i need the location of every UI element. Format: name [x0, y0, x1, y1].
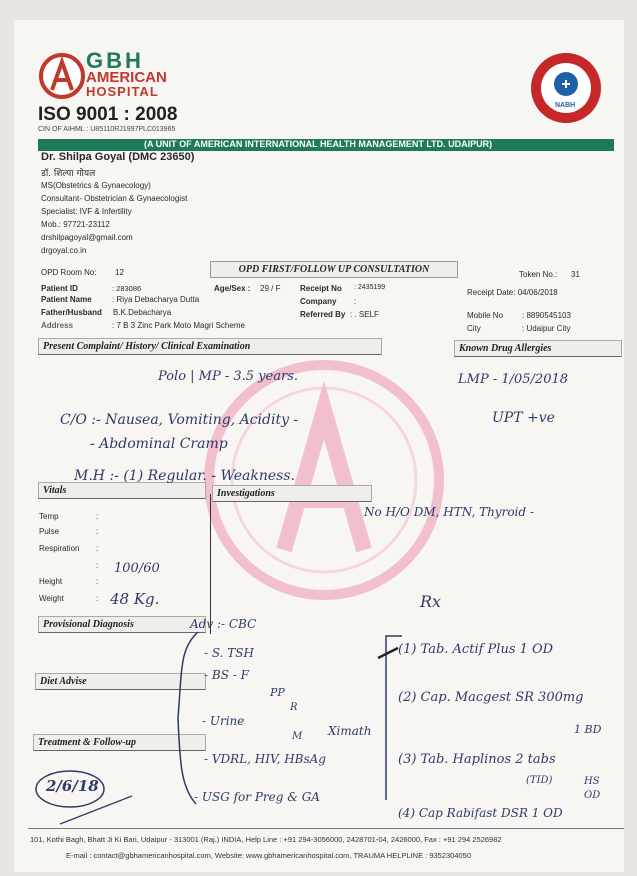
section-treatment: Treatment & Follow-up: [33, 734, 206, 751]
vitals-pulse: Pulse: [39, 527, 60, 536]
hand-no-history: No H/O DM, HTN, Thyroid -: [364, 505, 534, 519]
receipt-no-value: : 2435199: [354, 284, 386, 291]
hand-urine-r: R: [290, 702, 298, 713]
vitals-colon: :: [96, 527, 99, 536]
vitals-colon: :: [96, 561, 99, 570]
father-value: B.K.Debacharya: [113, 308, 172, 317]
vitals-colon: :: [96, 544, 99, 553]
doctor-email: drshilpagoyal@gmail.com: [41, 233, 133, 242]
logo-gbh: GBH: [86, 48, 144, 73]
cin-text: CIN OF AIHML : U85110RJ1997PLC013965: [38, 126, 176, 133]
gbh-logo-icon: [38, 52, 86, 100]
receipt-date: Receipt Date: 04/06/2018: [467, 288, 558, 297]
doctor-designation: Consultant- Obstetrician & Gynaecologist: [41, 194, 188, 203]
city-value: : Udaipur City: [522, 324, 571, 333]
token-value: 31: [571, 270, 580, 279]
token-label: Token No.:: [519, 270, 558, 279]
age-sex-value: 29 / F: [260, 284, 281, 293]
address-label: Address: [41, 321, 74, 330]
hand-bp: 100/60: [114, 561, 160, 576]
hand-weight: 48 Kg.: [110, 590, 160, 608]
bracket-mark-icon: [174, 628, 204, 808]
iso-text: ISO 9001 : 2008: [38, 104, 178, 125]
logo-hospital: HOSPITAL: [86, 84, 159, 99]
patient-id-label: Patient ID: [41, 284, 78, 293]
company-label: Company: [300, 297, 337, 306]
vitals-respiration: Respiration: [39, 544, 80, 553]
hand-polo: Polo | MP - 3.5 years.: [158, 369, 299, 384]
hand-bs: - BS - F: [204, 668, 249, 682]
doctor-specialist: Specialist: IVF & Infertility: [41, 207, 132, 216]
vitals-height: Height: [39, 577, 63, 586]
section-diet: Diet Advise: [35, 673, 206, 690]
nabh-text: NABH: [555, 102, 576, 109]
prescription-sheet: [14, 20, 624, 872]
vitals-weight: Weight: [39, 594, 64, 603]
vitals-temp: Temp: [39, 512, 59, 521]
hand-med3-od: OD: [584, 790, 601, 801]
hand-usg: - USG for Preg & GA: [194, 790, 320, 804]
patient-name-value: : Riya Debacharya Dutta: [112, 295, 200, 304]
referred-value: : . SELF: [350, 310, 379, 319]
section-diagnosis: Provisional Diagnosis: [38, 616, 206, 633]
doctor-qualification: MS(Obstetrics & Gynaecology): [41, 181, 151, 190]
referred-label: Referred By: [300, 310, 346, 319]
section-investigations: Investigations: [212, 485, 372, 502]
rx-bracket-icon: [376, 632, 406, 802]
opd-room-label: OPD Room No:: [41, 268, 97, 277]
section-allergies: Known Drug Allergies: [454, 340, 622, 357]
hand-med3: (3) Tab. Haplinos 2 tabs: [398, 752, 556, 767]
hand-med3-hs: HS: [584, 776, 600, 787]
hand-tsh: - S. TSH: [204, 646, 254, 660]
mobile-label: Mobile No: [467, 311, 504, 320]
doctor-name: Dr. Shilpa Goyal (DMC 23650): [41, 151, 195, 163]
logo-american: AMERICAN: [86, 69, 167, 86]
vitals-colon: :: [96, 512, 99, 521]
vitals-colon: :: [96, 594, 99, 603]
hand-lmp: LMP - 1/05/2018: [458, 372, 569, 387]
address-value: : 7 B 3 Zinc Park Moto Magri Scheme: [112, 321, 245, 330]
hand-vdrl: - VDRL, HIV, HBsAg: [204, 752, 326, 766]
receipt-no-label: Receipt No: [300, 284, 342, 293]
hand-med2: (2) Cap. Macgest SR 300mg: [398, 690, 584, 705]
patient-id-value: : 283086: [112, 284, 142, 293]
city-label: City: [467, 324, 481, 333]
banner-text: (A UNIT OF AMERICAN INTERNATIONAL HEALTH MANAGEMENT LTD. UDAIPUR): [144, 139, 493, 149]
hand-co-line2: - Abdominal Cramp: [90, 436, 228, 452]
vitals-divider: [210, 494, 211, 634]
form-title: OPD FIRST/FOLLOW UP CONSULTATION: [210, 261, 458, 278]
age-sex-label: Age/Sex :: [214, 284, 251, 293]
hand-rx: Rx: [420, 592, 442, 611]
signature-stroke-icon: [56, 790, 136, 830]
doctor-mobile: Mob.: 97721-23112: [41, 220, 110, 229]
section-complaint: Present Complaint/ History/ Clinical Examination: [38, 338, 382, 355]
section-vitals: Vitals: [38, 482, 206, 499]
hand-med2-dose: 1 BD: [574, 723, 602, 736]
doctor-name-hindi: डॉ. शिल्पा गोयल: [41, 169, 96, 179]
doctor-web: drgoyal.co.in: [41, 246, 87, 255]
hand-mh: M.H :- (1) Regular. - Weakness.: [74, 468, 295, 484]
hand-co-line1: C/O :- Nausea, Vomiting, Acidity -: [60, 412, 299, 428]
vitals-colon: :: [96, 577, 99, 586]
hand-med1: (1) Tab. Actif Plus 1 OD: [398, 642, 554, 657]
company-value: :: [354, 297, 357, 306]
hand-urine-m: M: [292, 731, 303, 742]
footer-contact: E-mail : contact@gbhamericanhospital.com, Website: www.gbhamericanhospital.com, TRAUMA HELPLINE : 9352304050: [66, 851, 472, 860]
hand-upt: UPT +ve: [492, 410, 555, 426]
hand-adv: Adv :- CBC: [190, 617, 257, 631]
hand-ximath: Ximath: [328, 724, 372, 738]
patient-name-label: Patient Name: [41, 295, 92, 304]
opd-room-value: 12: [115, 268, 124, 277]
hand-med4: (4) Cap Rabifast DSR 1 OD: [398, 806, 563, 820]
nabh-seal-icon: [528, 50, 604, 126]
mobile-value: : 8890545103: [522, 311, 571, 320]
hand-date: 2/6/18: [46, 777, 99, 795]
hand-med3-tid: (TID): [526, 775, 553, 786]
hand-pp: PP: [270, 686, 285, 699]
hand-urine: - Urine: [202, 714, 245, 728]
father-label: Father/Husband: [41, 308, 102, 317]
footer-address: 101, Kothi Bagh, Bhatt Ji Ki Bari, Udaipur - 313001 (Raj.) INDIA, Help Line : +91 294-3056000, 2428701-04, 2426000, Fax : +91 294 2526982: [30, 835, 502, 844]
